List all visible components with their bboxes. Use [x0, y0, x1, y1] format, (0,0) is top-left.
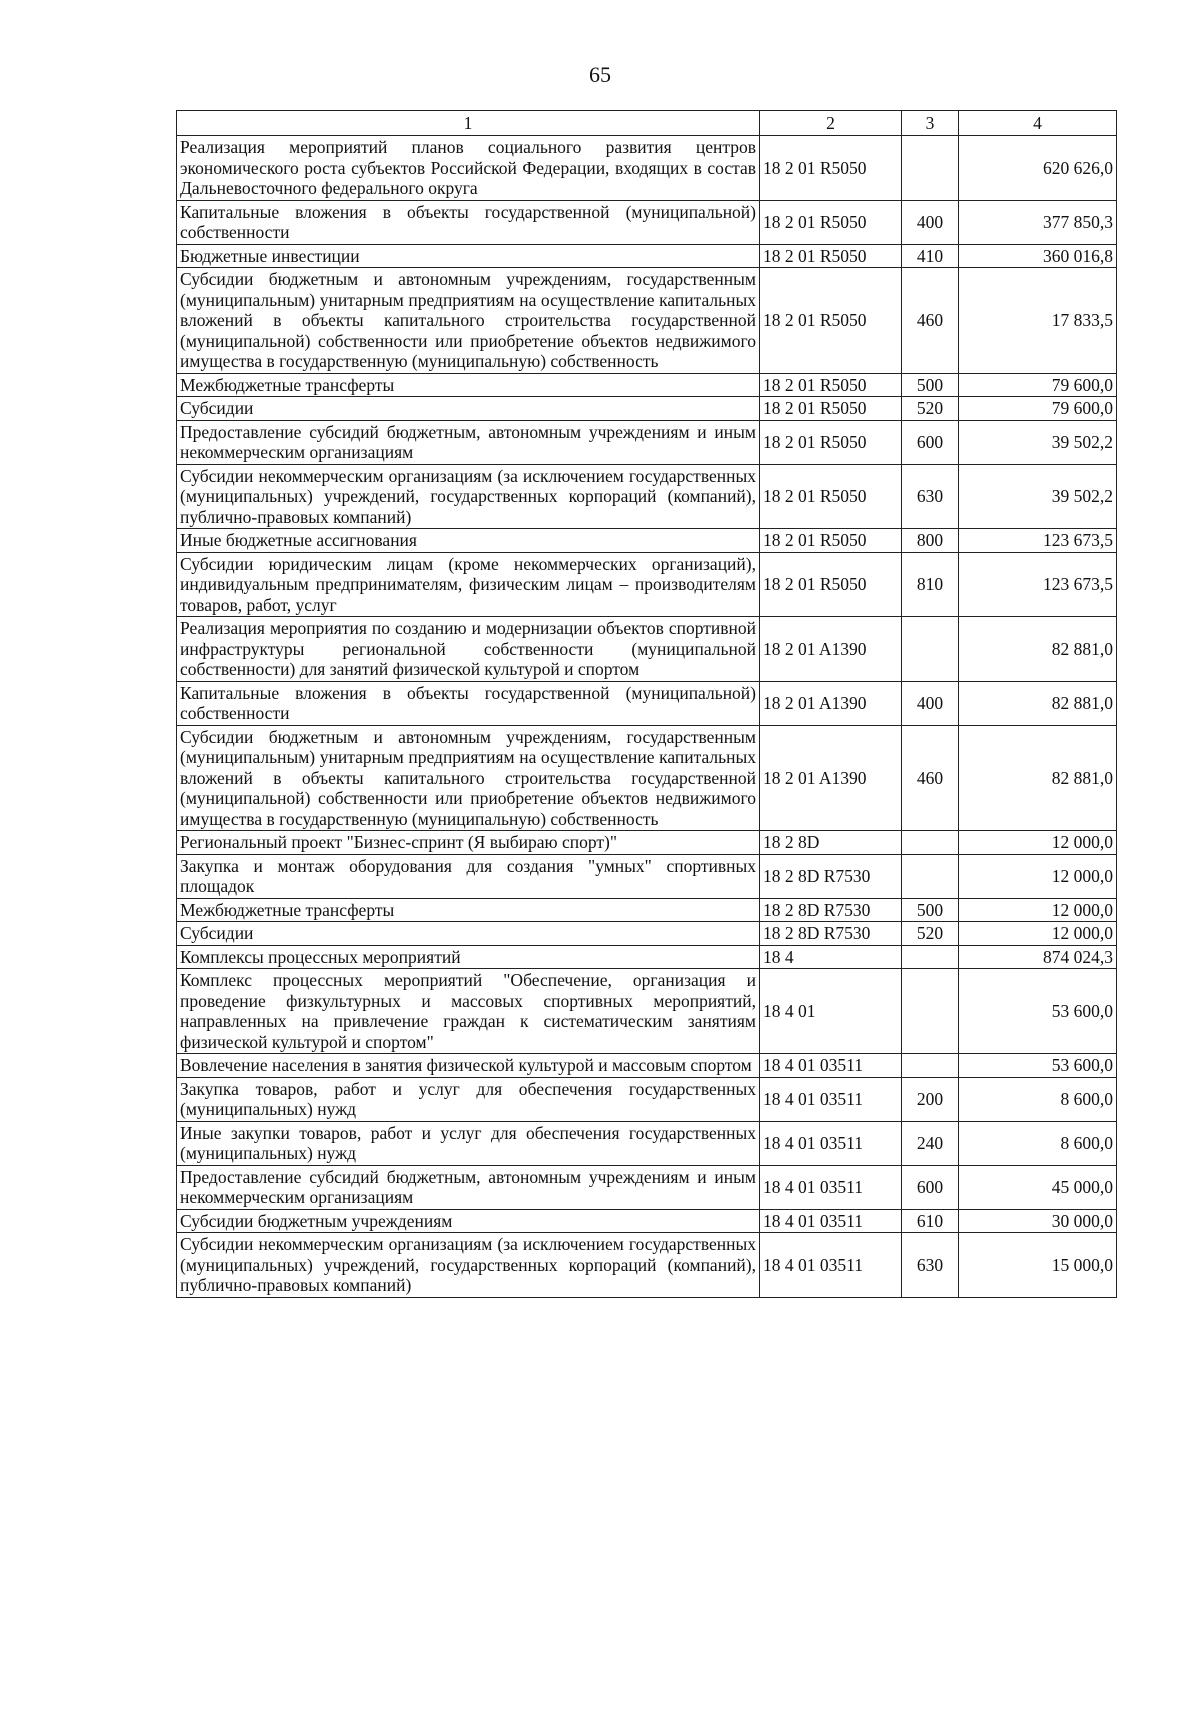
row-amount-cell: 8 600,0 — [959, 1077, 1117, 1121]
row-code-cell: 18 4 01 03511 — [760, 1233, 902, 1298]
row-expense-type-cell: 600 — [902, 420, 959, 464]
budget-table — [176, 110, 1117, 1298]
row-amount-cell: 79 600,0 — [959, 397, 1117, 421]
row-expense-type-cell — [902, 1054, 959, 1078]
row-name-cell: Субсидии некоммерческим организациям (за исключением государственных (муниципальных) учреждений, государственных корпораций (компаний), публично-правовых компаний) — [177, 464, 760, 529]
row-amount-cell: 12 000,0 — [959, 854, 1117, 898]
row-code-cell: 18 2 01 R5050 — [760, 136, 902, 201]
table-row — [177, 464, 1117, 529]
table-row — [177, 1077, 1117, 1121]
row-code-cell: 18 2 01 R5050 — [760, 268, 902, 374]
row-name-cell: Субсидии бюджетным и автономным учреждениям, государственным (муниципальным) унитарным предприятиям на осуществление капитальных вложений в объекты капитального строительства государственной (муниципальной) собственности или приобретение объектов недвижимого имущества в государственную (муниципальную) собственность — [177, 268, 760, 374]
row-name-cell: Закупка товаров, работ и услуг для обеспечения государственных (муниципальных) нужд — [177, 1077, 760, 1121]
row-name-cell: Предоставление субсидий бюджетным, автономным учреждениям и иным некоммерческим организациям — [177, 1165, 760, 1209]
row-expense-type-cell: 240 — [902, 1121, 959, 1165]
row-code-cell: 18 2 8D — [760, 831, 902, 855]
row-expense-type-cell: 400 — [902, 200, 959, 244]
row-amount-cell: 620 626,0 — [959, 136, 1117, 201]
row-expense-type-cell: 460 — [902, 268, 959, 374]
table-row — [177, 200, 1117, 244]
row-name-cell: Региональный проект "Бизнес-спринт (Я выбираю спорт)" — [177, 831, 760, 855]
row-code-cell: 18 2 01 R5050 — [760, 244, 902, 268]
table-row — [177, 244, 1117, 268]
column-header-4: 4 — [959, 111, 1117, 136]
row-code-cell: 18 4 01 — [760, 969, 902, 1054]
row-amount-cell: 79 600,0 — [959, 373, 1117, 397]
row-expense-type-cell — [902, 831, 959, 855]
column-header-3: 3 — [902, 111, 959, 136]
row-amount-cell: 12 000,0 — [959, 898, 1117, 922]
row-name-cell: Межбюджетные трансферты — [177, 373, 760, 397]
row-name-cell: Капитальные вложения в объекты государственной (муниципальной) собственности — [177, 200, 760, 244]
row-amount-cell: 82 881,0 — [959, 725, 1117, 831]
row-amount-cell: 17 833,5 — [959, 268, 1117, 374]
row-expense-type-cell: 500 — [902, 373, 959, 397]
row-amount-cell: 39 502,2 — [959, 464, 1117, 529]
column-header-2: 2 — [760, 111, 902, 136]
row-amount-cell: 123 673,5 — [959, 552, 1117, 617]
table-row — [177, 1054, 1117, 1078]
row-name-cell: Субсидии бюджетным учреждениям — [177, 1209, 760, 1233]
row-name-cell: Реализация мероприятия по созданию и модернизации объектов спортивной инфраструктуры региональной собственности (муниципальной собственности) для занятий физической культурой и спортом — [177, 617, 760, 682]
row-expense-type-cell: 520 — [902, 397, 959, 421]
row-code-cell: 18 2 01 R5050 — [760, 552, 902, 617]
table-body — [177, 136, 1117, 1298]
row-expense-type-cell: 520 — [902, 922, 959, 946]
table-row — [177, 529, 1117, 553]
row-name-cell: Бюджетные инвестиции — [177, 244, 760, 268]
table-row — [177, 420, 1117, 464]
row-expense-type-cell: 600 — [902, 1165, 959, 1209]
row-code-cell: 18 4 01 03511 — [760, 1209, 902, 1233]
table-row — [177, 1233, 1117, 1298]
column-header-1: 1 — [177, 111, 760, 136]
row-code-cell: 18 4 01 03511 — [760, 1054, 902, 1078]
row-code-cell: 18 4 — [760, 945, 902, 969]
row-name-cell: Комплексы процессных мероприятий — [177, 945, 760, 969]
row-amount-cell: 123 673,5 — [959, 529, 1117, 553]
table-row — [177, 1121, 1117, 1165]
row-code-cell: 18 2 01 A1390 — [760, 617, 902, 682]
row-name-cell: Субсидии бюджетным и автономным учреждениям, государственным (муниципальным) унитарным предприятиям на осуществление капитальных вложений в объекты капитального строительства государственной (муниципальной) собственности или приобретение объектов недвижимого имущества в государственную (муниципальную) собственность — [177, 725, 760, 831]
row-amount-cell: 8 600,0 — [959, 1121, 1117, 1165]
row-amount-cell: 30 000,0 — [959, 1209, 1117, 1233]
table-row — [177, 268, 1117, 374]
row-code-cell: 18 4 01 03511 — [760, 1121, 902, 1165]
row-expense-type-cell: 200 — [902, 1077, 959, 1121]
row-amount-cell: 12 000,0 — [959, 831, 1117, 855]
row-code-cell: 18 2 01 R5050 — [760, 200, 902, 244]
row-expense-type-cell — [902, 136, 959, 201]
table-row — [177, 373, 1117, 397]
row-code-cell: 18 2 01 R5050 — [760, 464, 902, 529]
row-code-cell: 18 2 01 R5050 — [760, 397, 902, 421]
row-name-cell: Иные закупки товаров, работ и услуг для обеспечения государственных (муниципальных) нужд — [177, 1121, 760, 1165]
row-amount-cell: 53 600,0 — [959, 1054, 1117, 1078]
table-row — [177, 617, 1117, 682]
row-code-cell: 18 2 8D R7530 — [760, 922, 902, 946]
row-code-cell: 18 4 01 03511 — [760, 1077, 902, 1121]
row-expense-type-cell: 610 — [902, 1209, 959, 1233]
table-row — [177, 397, 1117, 421]
row-code-cell: 18 2 8D R7530 — [760, 854, 902, 898]
row-expense-type-cell — [902, 945, 959, 969]
table-row — [177, 1209, 1117, 1233]
row-amount-cell: 15 000,0 — [959, 1233, 1117, 1298]
row-name-cell: Субсидии — [177, 397, 760, 421]
row-name-cell: Реализация мероприятий планов социального развития центров экономического роста субъектов Российской Федерации, входящих в состав Дальневосточного федерального округа — [177, 136, 760, 201]
row-expense-type-cell: 460 — [902, 725, 959, 831]
table-row — [177, 945, 1117, 969]
row-amount-cell: 360 016,8 — [959, 244, 1117, 268]
row-code-cell: 18 2 8D R7530 — [760, 898, 902, 922]
row-expense-type-cell — [902, 617, 959, 682]
table-row — [177, 1165, 1117, 1209]
row-expense-type-cell: 500 — [902, 898, 959, 922]
row-name-cell: Субсидии некоммерческим организациям (за исключением государственных (муниципальных) учреждений, государственных корпораций (компаний), публично-правовых компаний) — [177, 1233, 760, 1298]
row-amount-cell: 45 000,0 — [959, 1165, 1117, 1209]
row-amount-cell: 82 881,0 — [959, 617, 1117, 682]
row-amount-cell: 39 502,2 — [959, 420, 1117, 464]
row-name-cell: Предоставление субсидий бюджетным, автономным учреждениям и иным некоммерческим организациям — [177, 420, 760, 464]
table-row — [177, 725, 1117, 831]
row-amount-cell: 12 000,0 — [959, 922, 1117, 946]
row-expense-type-cell: 630 — [902, 1233, 959, 1298]
table-row — [177, 854, 1117, 898]
row-amount-cell: 377 850,3 — [959, 200, 1117, 244]
row-code-cell: 18 4 01 03511 — [760, 1165, 902, 1209]
table-row — [177, 681, 1117, 725]
table-row — [177, 969, 1117, 1054]
row-code-cell: 18 2 01 R5050 — [760, 373, 902, 397]
table-row — [177, 898, 1117, 922]
row-name-cell: Закупка и монтаж оборудования для создания "умных" спортивных площадок — [177, 854, 760, 898]
row-code-cell: 18 2 01 A1390 — [760, 681, 902, 725]
row-expense-type-cell — [902, 969, 959, 1054]
row-amount-cell: 874 024,3 — [959, 945, 1117, 969]
row-name-cell: Вовлечение населения в занятия физической культурой и массовым спортом — [177, 1054, 760, 1078]
table-header-row — [177, 111, 1117, 136]
page-number: 65 — [589, 62, 611, 87]
row-expense-type-cell: 400 — [902, 681, 959, 725]
row-name-cell: Капитальные вложения в объекты государственной (муниципальной) собственности — [177, 681, 760, 725]
table-row — [177, 831, 1117, 855]
row-expense-type-cell: 410 — [902, 244, 959, 268]
row-name-cell: Субсидии юридическим лицам (кроме некоммерческих организаций), индивидуальным предпринимателям, физическим лицам – производителям товаров, работ, услуг — [177, 552, 760, 617]
row-name-cell: Субсидии — [177, 922, 760, 946]
row-expense-type-cell — [902, 854, 959, 898]
row-amount-cell: 53 600,0 — [959, 969, 1117, 1054]
row-expense-type-cell: 810 — [902, 552, 959, 617]
row-name-cell: Комплекс процессных мероприятий "Обеспечение, организация и проведение физкультурных и массовых спортивных мероприятий, направленных на привлечение граждан к систематическим занятиям физической культурой и спортом" — [177, 969, 760, 1054]
table-row — [177, 136, 1117, 201]
row-name-cell: Иные бюджетные ассигнования — [177, 529, 760, 553]
row-expense-type-cell: 630 — [902, 464, 959, 529]
row-amount-cell: 82 881,0 — [959, 681, 1117, 725]
table-row — [177, 552, 1117, 617]
row-name-cell: Межбюджетные трансферты — [177, 898, 760, 922]
table-row — [177, 922, 1117, 946]
row-code-cell: 18 2 01 A1390 — [760, 725, 902, 831]
row-code-cell: 18 2 01 R5050 — [760, 420, 902, 464]
row-expense-type-cell: 800 — [902, 529, 959, 553]
row-code-cell: 18 2 01 R5050 — [760, 529, 902, 553]
